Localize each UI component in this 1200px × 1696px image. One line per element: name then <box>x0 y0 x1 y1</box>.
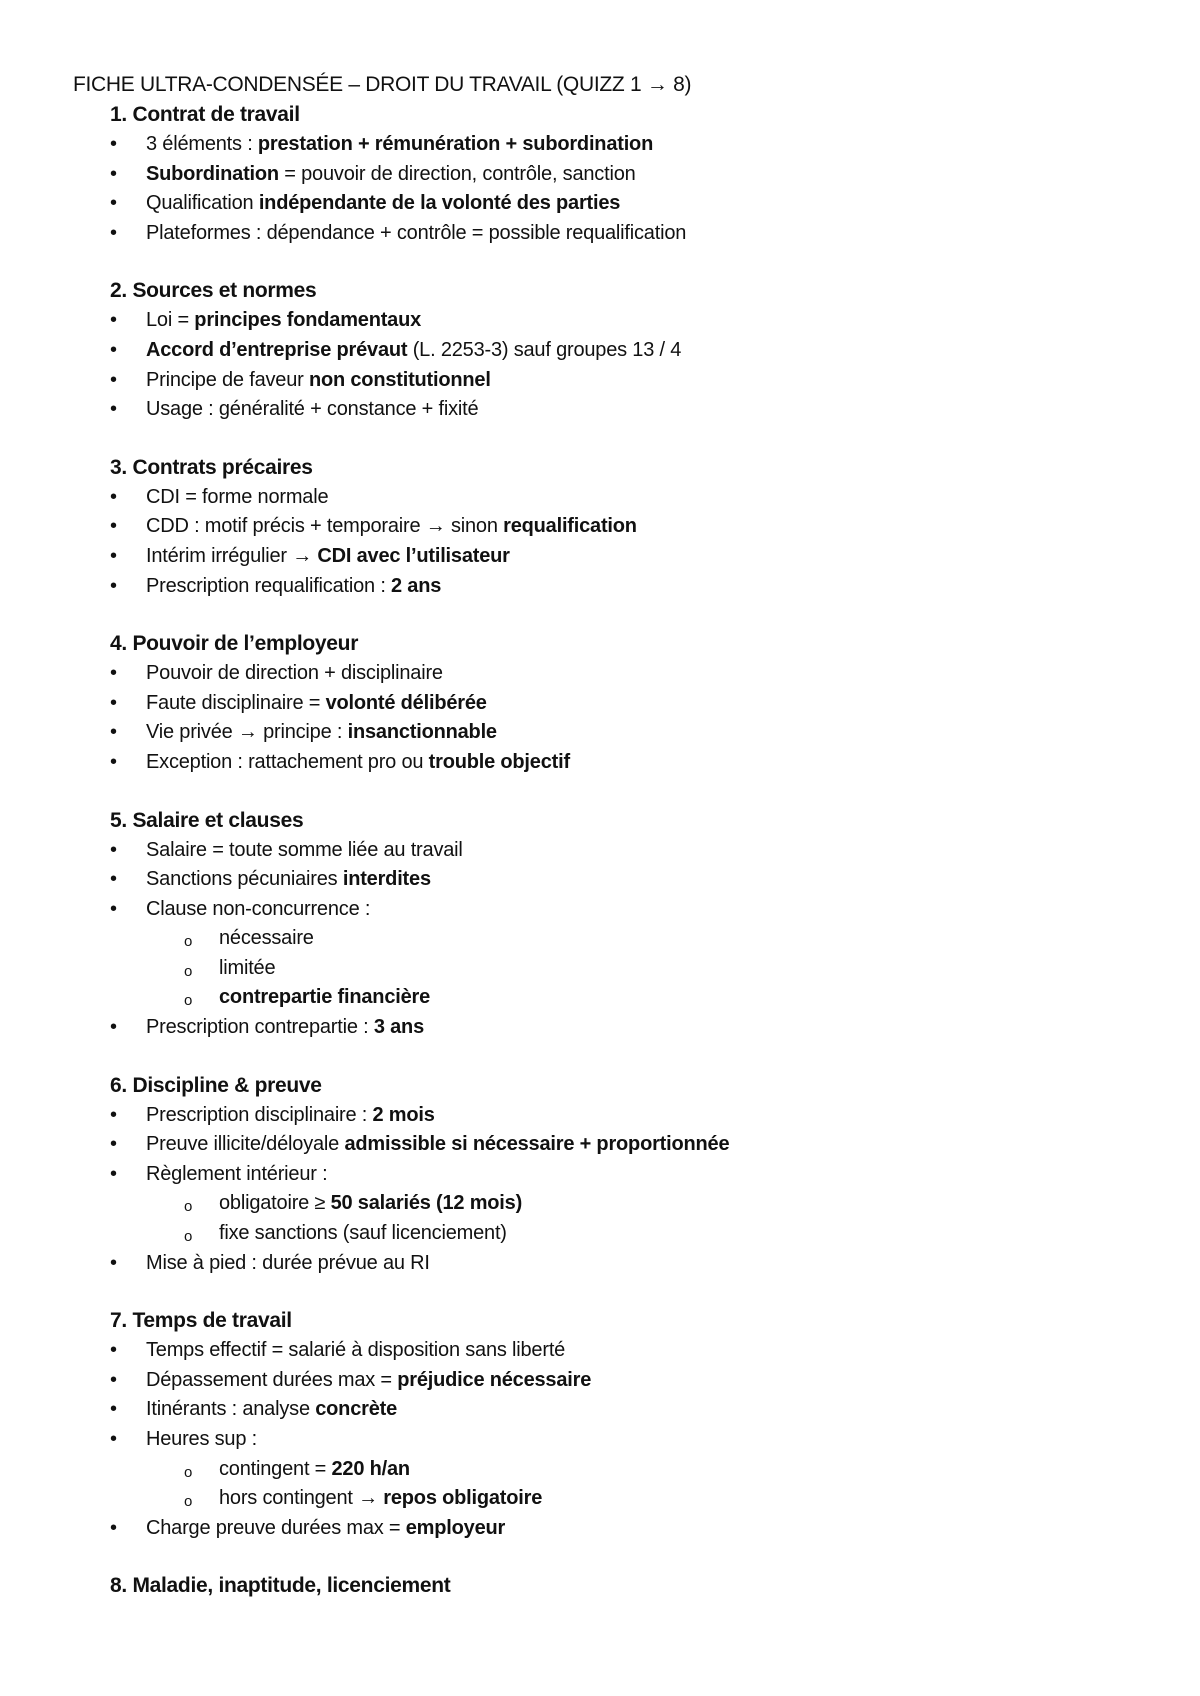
bold-text: interdites <box>342 868 431 891</box>
text: Prescription requalification : <box>146 574 392 597</box>
sub-list-item <box>73 1484 1153 1514</box>
bold-text: 2 ans <box>391 574 442 597</box>
list-item <box>73 718 1153 748</box>
section-title: 6. Discipline & preuve <box>110 1073 322 1097</box>
text: = pouvoir de direction, contrôle, sanction <box>278 162 636 185</box>
section-title: 4. Pouvoir de l’employeur <box>110 632 359 656</box>
text: Pouvoir de direction + disciplinaire <box>146 662 443 685</box>
list-item <box>73 1130 1153 1160</box>
list-item <box>73 1336 1153 1366</box>
list-item <box>73 160 1153 190</box>
list-item <box>73 336 1153 366</box>
text: Vie privée → principe : <box>146 721 348 744</box>
sub-list-item <box>73 954 1153 984</box>
bold-text: indépendante de la volonté des parties <box>258 192 621 215</box>
sub-list-item <box>73 1189 1153 1219</box>
text: Preuve illicite/déloyale <box>146 1133 345 1156</box>
bold-text: concrète <box>315 1398 398 1421</box>
list-item <box>73 689 1153 719</box>
list-item <box>73 1395 1153 1425</box>
list-item <box>73 1101 1153 1131</box>
text: Temps effectif = salarié à disposition sans liberté <box>146 1339 566 1362</box>
bold-text: volonté délibérée <box>325 691 487 714</box>
section <box>73 1306 1153 1543</box>
text: Heures sup : <box>146 1428 257 1450</box>
sub-list-item <box>73 983 1153 1013</box>
text: limitée <box>219 956 276 979</box>
list-item <box>73 836 1153 866</box>
text: CDD : motif précis + temporaire → sinon <box>146 515 504 538</box>
bullet-list <box>73 483 1153 601</box>
bold-text: trouble objectif <box>428 750 570 773</box>
text: CDI = forme normale <box>146 485 329 508</box>
sub-list-item <box>73 924 1153 954</box>
text: Principe de faveur <box>146 368 309 391</box>
section-title: 7. Temps de travail <box>110 1309 292 1333</box>
text: Qualification <box>146 192 259 215</box>
section-title: 8. Maladie, inaptitude, licenciement <box>110 1574 451 1598</box>
text: Loi = <box>146 309 195 332</box>
document-page <box>73 70 1153 1601</box>
bullet-list <box>73 130 1153 248</box>
list-item <box>73 1425 1153 1455</box>
section <box>73 453 1153 601</box>
bold-text: 220 h/an <box>331 1457 410 1480</box>
list-item <box>73 395 1153 425</box>
text: Clause non-concurrence : <box>146 897 371 920</box>
bold-text: 50 salariés (12 mois) <box>330 1192 523 1215</box>
list-item <box>73 1013 1153 1043</box>
text: Itinérants : analyse <box>146 1398 316 1421</box>
text: Usage : généralité + constance + fixité <box>146 398 479 421</box>
text: Prescription contrepartie : <box>146 1016 374 1039</box>
list-item <box>73 130 1153 160</box>
bold-text: principes fondamentaux <box>194 309 422 332</box>
bold-text: Subordination <box>146 162 279 185</box>
text: obligatoire ≥ <box>219 1192 331 1215</box>
list-item <box>73 748 1153 778</box>
list-item <box>73 865 1153 895</box>
section <box>73 806 1153 1043</box>
text: 3 éléments : <box>146 133 258 155</box>
bold-text: CDI avec l’utilisateur <box>317 544 510 567</box>
bold-text: prestation + rémunération + subordination <box>257 133 654 155</box>
section-title: 2. Sources et normes <box>110 279 317 303</box>
list-item <box>73 895 1153 925</box>
section <box>73 276 1153 424</box>
text: Salaire = toute somme liée au travail <box>146 838 463 861</box>
bullet-list <box>73 306 1153 424</box>
text: Prescription disciplinaire : <box>146 1103 373 1126</box>
list-item <box>73 306 1153 336</box>
list-item <box>73 1366 1153 1396</box>
sections-container <box>73 100 1153 1601</box>
section-title: 3. Contrats précaires <box>110 455 313 479</box>
bold-text: Accord d’entreprise prévaut <box>146 338 408 361</box>
bold-text: contrepartie financière <box>219 986 431 1009</box>
section <box>73 1071 1153 1279</box>
text: Exception : rattachement pro ou <box>146 750 429 773</box>
bold-text: préjudice nécessaire <box>397 1368 592 1391</box>
text: Intérim irrégulier → <box>146 544 318 567</box>
section-title: 1. Contrat de travail <box>110 103 300 126</box>
text: fixe sanctions (sauf licenciement) <box>219 1222 507 1245</box>
section <box>73 1571 1153 1601</box>
bullet-list <box>73 1101 1153 1279</box>
text: Plateformes : dépendance + contrôle = possible requalification <box>146 221 687 244</box>
list-item <box>73 572 1153 602</box>
bullet-list <box>73 659 1153 777</box>
sub-list-item <box>73 1219 1153 1249</box>
list-item <box>73 512 1153 542</box>
text: Mise à pied : durée prévue au RI <box>146 1251 430 1274</box>
section <box>73 629 1153 777</box>
page-title: FICHE ULTRA-CONDENSÉE – DROIT DU TRAVAIL (QUIZZ 1 → 8) <box>73 73 692 96</box>
bold-text: 3 ans <box>373 1016 424 1039</box>
list-item <box>73 366 1153 396</box>
bold-text: admissible si nécessaire + proportionnée <box>344 1133 730 1156</box>
bold-text: insanctionnable <box>347 721 497 744</box>
bold-text: 2 mois <box>372 1103 435 1126</box>
text: hors contingent → <box>219 1487 384 1510</box>
text: nécessaire <box>219 927 314 950</box>
sub-list-item <box>73 1455 1153 1485</box>
bold-text: non constitutionnel <box>308 368 491 391</box>
text: Faute disciplinaire = <box>146 691 326 714</box>
text: Dépassement durées max = <box>146 1368 398 1391</box>
list-item <box>73 483 1153 513</box>
bold-text: repos obligatoire <box>383 1487 543 1510</box>
list-item <box>73 1514 1153 1544</box>
text: Charge preuve durées max = <box>146 1516 406 1539</box>
text: Sanctions pécuniaires <box>146 868 343 891</box>
list-item <box>73 1160 1153 1190</box>
section <box>73 100 1153 248</box>
list-item <box>73 219 1153 249</box>
bold-text: employeur <box>405 1516 506 1539</box>
text: (L. 2253-3) sauf groupes 13 / 4 <box>407 338 682 361</box>
bold-text: requalification <box>503 515 637 538</box>
list-item <box>73 189 1153 219</box>
list-item <box>73 542 1153 572</box>
text: Règlement intérieur : <box>146 1162 328 1185</box>
bullet-list <box>73 1336 1153 1543</box>
bullet-list <box>73 836 1153 1043</box>
text: contingent = <box>219 1457 332 1480</box>
list-item <box>73 659 1153 689</box>
section-title: 5. Salaire et clauses <box>110 808 304 832</box>
list-item <box>73 1249 1153 1279</box>
